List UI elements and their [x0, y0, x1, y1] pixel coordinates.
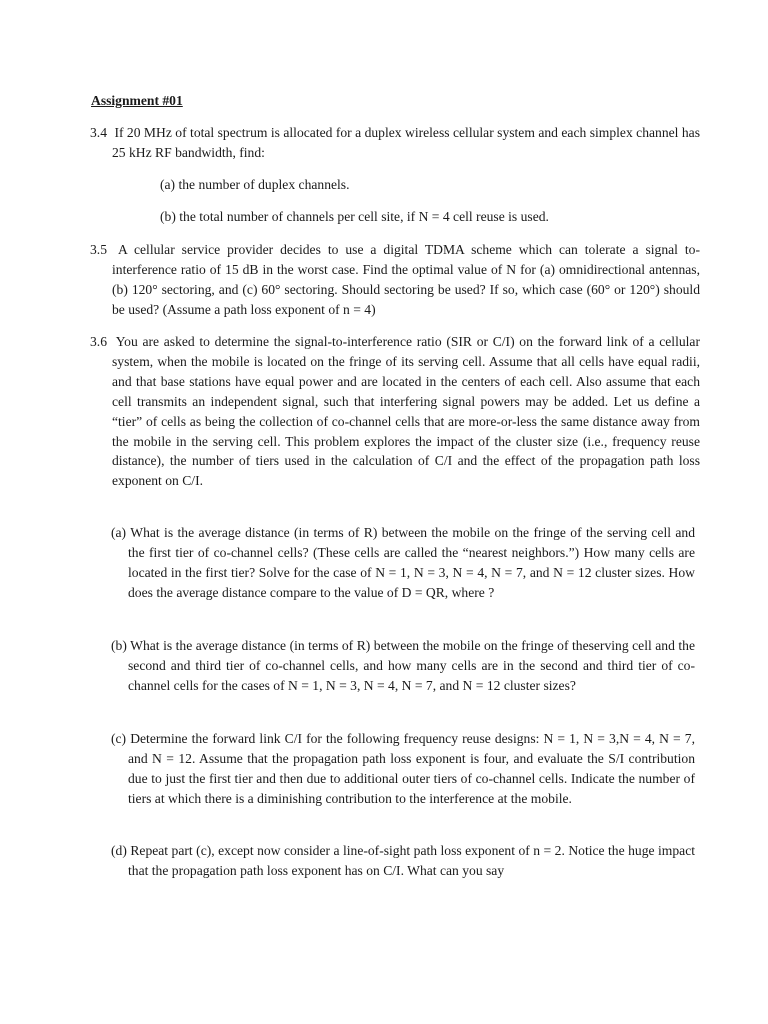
assignment-title: Assignment #01 — [91, 93, 183, 108]
problem-text: A cellular service provider decides to use a digital TDMA scheme which can tolerate a signal to-interference ratio of 15 dB in the worst case. Find the optimal value of N for (a) omnidirectional antennas, (b) 120° sectoring, and (c) 60° sectoring. Should sectoring be used? If so, which case (60° or 120°) should be used? (Assume a path loss exponent of n = 4) — [112, 242, 700, 317]
part-text: Repeat part (c), except now consider a line-of-sight path loss exponent of n = 2. Notice the huge impact that the propagation path loss exponent has on C/I. What can you say — [128, 843, 696, 878]
part-text: Determine the forward link C/I for the following frequency reuse designs: N = 1, N = 3,N = 4, N = 7, and N = 12. Assume that the propagation path loss exponent is four, and evaluate the S/I contribution due to just the first tier and then due to additional outer tiers of co-channel cells. Indicate the number of tiers at which there is a diminishing contribution to the interference at the mobile. — [128, 731, 695, 806]
part-label: (b) — [111, 638, 127, 653]
problem-number: 3.4 — [90, 125, 107, 140]
problem-3-6-part-c — [111, 729, 695, 809]
problem-3-6-part-d — [111, 841, 695, 881]
problem-3-6-part-b — [111, 636, 695, 696]
part-text: What is the average distance (in terms of R) between the mobile on the fringe of the serving cell and the first tier of co-channel cells? (These cells are called the “nearest neighbors.”) How many cells are located in the first tier? Solve for the case of N = 1, N = 3, N = 4, N = 7, and N = 12 cluster sizes. How does the average distance compare to the value of D = QR, where ? — [128, 525, 696, 600]
problem-3-4-subitem-a: (a) the number of duplex channels. — [160, 177, 350, 192]
problem-3-4 — [90, 123, 700, 163]
part-label: (a) — [111, 525, 127, 540]
problem-3-4-subitem-b: (b) the total number of channels per cell site, if N = 4 cell reuse is used. — [160, 209, 549, 224]
part-text: What is the average distance (in terms of R) between the mobile on the fringe of theserving cell and the second and third tier of co-channel cells, and how many cells are in the second and third tier of co-channel cells for the cases of N = 1, N = 3, N = 4, N = 7, and N = 12 cluster sizes? — [128, 638, 695, 693]
problem-3-5 — [90, 240, 700, 320]
part-label: (c) — [111, 731, 127, 746]
problem-number: 3.5 — [90, 242, 107, 257]
problem-3-6-part-a — [111, 523, 695, 603]
problem-3-6 — [90, 332, 700, 491]
problem-text: You are asked to determine the signal-to-interference ratio (SIR or C/I) on the forward link of a cellular system, when the mobile is located on the fringe of its serving cell. Assume that all cells have equal radii, and that base stations have equal power and are located in the centers of each cell. Also assume that each cell transmits an independent signal, such that interfering signal powers may be added. Let us define a “tier” of cells as being the collection of co-channel cells that are more-or-less the same distance away from the mobile in the serving cell. This problem explores the impact of the cluster size (i.e., frequency reuse distance), the number of tiers used in the calculation of C/I and the effect of the propagation path loss exponent on C/I. — [112, 334, 700, 489]
problem-text: If 20 MHz of total spectrum is allocated for a duplex wireless cellular system and each simplex channel has 25 kHz RF bandwidth, find: — [112, 125, 700, 160]
problem-number: 3.6 — [90, 334, 107, 349]
part-label: (d) — [111, 843, 127, 858]
